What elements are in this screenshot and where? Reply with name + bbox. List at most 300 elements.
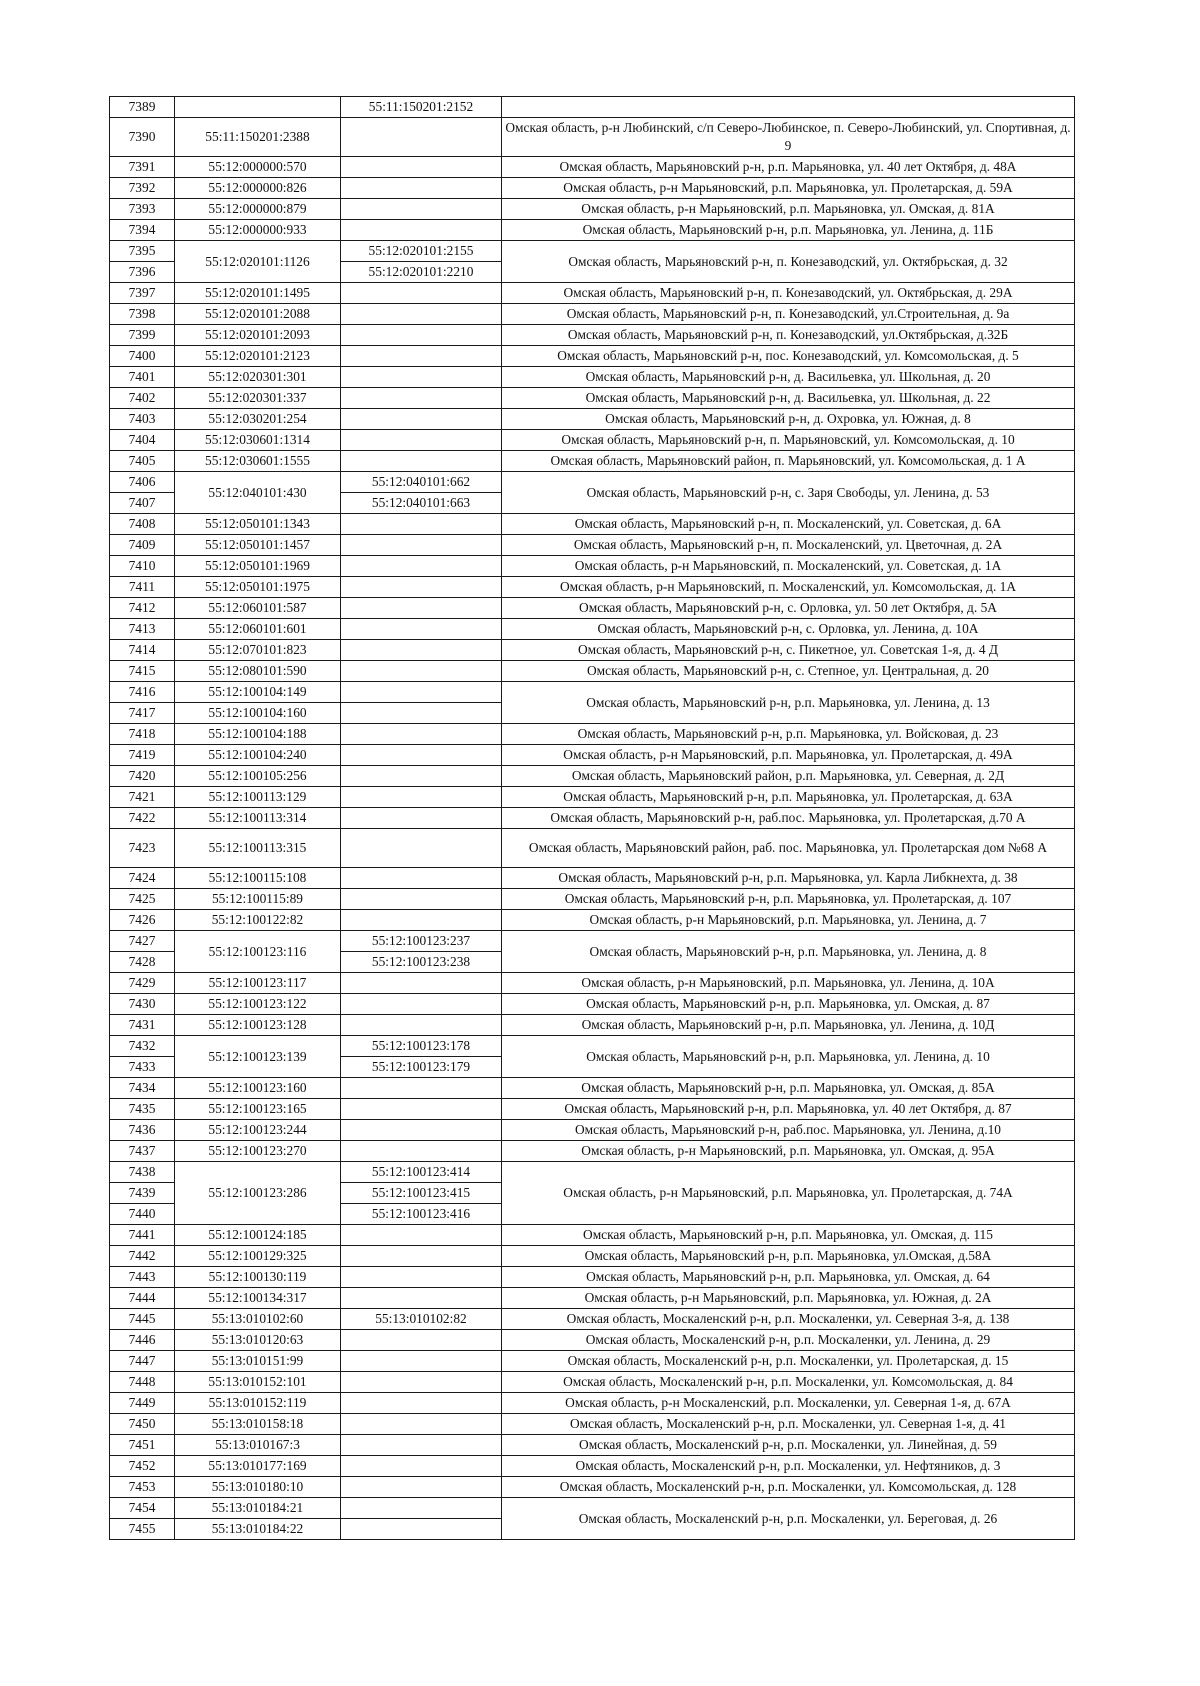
table-row (110, 1246, 1075, 1267)
address: Омская область, Марьяновский р-н, раб.пос. Марьяновка, ул. Пролетарская, д.70 А (502, 808, 1075, 829)
cadastral-number: 55:13:010167:3 (175, 1435, 341, 1456)
linked-cadastral-number (341, 367, 502, 388)
table-row (110, 910, 1075, 931)
row-number: 7396 (110, 262, 175, 283)
address: Омская область, р-н Марьяновский, р.п. Марьяновка, ул. Ленина, д. 10А (502, 973, 1075, 994)
table-row (110, 97, 1075, 118)
cadastral-table (109, 96, 1075, 1540)
address: Омская область, Марьяновский р-н, д. Васильевка, ул. Школьная, д. 20 (502, 367, 1075, 388)
row-number: 7392 (110, 178, 175, 199)
row-number: 7395 (110, 241, 175, 262)
cadastral-number: 55:12:020301:337 (175, 388, 341, 409)
address: Омская область, Марьяновский р-н, р.п. Марьяновка, ул. Ленина, д. 10Д (502, 1015, 1075, 1036)
cadastral-number: 55:12:100123:270 (175, 1141, 341, 1162)
cadastral-number: 55:12:100123:117 (175, 973, 341, 994)
linked-cadastral-number (341, 619, 502, 640)
table-row (110, 283, 1075, 304)
cadastral-number: 55:12:000000:826 (175, 178, 341, 199)
address: Омская область, Марьяновский район, р.п. Марьяновка, ул. Северная, д. 2Д (502, 766, 1075, 787)
table-row (110, 1351, 1075, 1372)
table-row (110, 1120, 1075, 1141)
row-number: 7391 (110, 157, 175, 178)
row-number: 7433 (110, 1057, 175, 1078)
row-number: 7450 (110, 1414, 175, 1435)
linked-cadastral-number (341, 1393, 502, 1414)
row-number: 7446 (110, 1330, 175, 1351)
address: Омская область, Москаленский р-н, р.п. Москаленки, ул. Комсомольская, д. 84 (502, 1372, 1075, 1393)
linked-cadastral-number (341, 703, 502, 724)
address: Омская область, р-н Марьяновский, р.п. Марьяновка, ул. Южная, д. 2А (502, 1288, 1075, 1309)
linked-cadastral-number (341, 178, 502, 199)
address: Омская область, Марьяновский р-н, р.п. Марьяновка, ул. Карла Либкнехта, д. 38 (502, 868, 1075, 889)
address: Омская область, Марьяновский р-н, р.п. Марьяновка, ул. 40 лет Октября, д. 48А (502, 157, 1075, 178)
linked-cadastral-number (341, 451, 502, 472)
table-row (110, 577, 1075, 598)
cadastral-number: 55:13:010180:10 (175, 1477, 341, 1498)
address: Омская область, Москаленский р-н, р.п. Москаленки, ул. Северная 1-я, д. 41 (502, 1414, 1075, 1435)
table-row (110, 556, 1075, 577)
address: Омская область, Марьяновский р-н, п. Марьяновский, ул. Комсомольская, д. 10 (502, 430, 1075, 451)
row-number: 7408 (110, 514, 175, 535)
address: Омская область, Марьяновский р-н, с. Степное, ул. Центральная, д. 20 (502, 661, 1075, 682)
row-number: 7441 (110, 1225, 175, 1246)
linked-cadastral-number (341, 1267, 502, 1288)
address: Омская область, р-н Марьяновский, р.п. Марьяновка, ул. Омская, д. 81А (502, 199, 1075, 220)
cadastral-number: 55:12:020101:1495 (175, 283, 341, 304)
row-number: 7394 (110, 220, 175, 241)
address: Омская область, Марьяновский р-н, д. Охровка, ул. Южная, д. 8 (502, 409, 1075, 430)
table-row (110, 157, 1075, 178)
table-row (110, 1393, 1075, 1414)
table-row (110, 1414, 1075, 1435)
table-row (110, 1456, 1075, 1477)
cadastral-number: 55:12:020101:2088 (175, 304, 341, 325)
cadastral-number: 55:12:100104:188 (175, 724, 341, 745)
cadastral-number: 55:13:010102:60 (175, 1309, 341, 1330)
linked-cadastral-number (341, 868, 502, 889)
cadastral-number: 55:12:100134:317 (175, 1288, 341, 1309)
row-number: 7399 (110, 325, 175, 346)
linked-cadastral-number (341, 745, 502, 766)
linked-cadastral-number: 55:12:100123:178 (341, 1036, 502, 1057)
table-row (110, 409, 1075, 430)
row-number: 7425 (110, 889, 175, 910)
cadastral-number: 55:12:000000:570 (175, 157, 341, 178)
cadastral-number: 55:12:030601:1555 (175, 451, 341, 472)
row-number: 7404 (110, 430, 175, 451)
table-row (110, 1267, 1075, 1288)
address: Омская область, Марьяновский р-н, п. Конезаводский, ул.Октябрьская, д.32Б (502, 325, 1075, 346)
table-row (110, 1330, 1075, 1351)
linked-cadastral-number (341, 577, 502, 598)
address: Омская область, Марьяновский р-н, п. Москаленский, ул. Советская, д. 6А (502, 514, 1075, 535)
linked-cadastral-number (341, 829, 502, 868)
linked-cadastral-number (341, 787, 502, 808)
linked-cadastral-number (341, 1078, 502, 1099)
address: Омская область, Москаленский р-н, р.п. Москаленки, ул. Береговая, д. 26 (502, 1498, 1075, 1540)
address: Омская область, р-н Марьяновский, п. Москаленский, ул. Советская, д. 1А (502, 556, 1075, 577)
address: Омская область, Марьяновский р-н, р.п. Марьяновка, ул. Омская, д. 87 (502, 994, 1075, 1015)
address: Омская область, Марьяновский р-н, п. Москаленский, ул. Цветочная, д. 2А (502, 535, 1075, 556)
linked-cadastral-number (341, 1225, 502, 1246)
cadastral-number: 55:12:050101:1457 (175, 535, 341, 556)
row-number: 7451 (110, 1435, 175, 1456)
address: Омская область, Марьяновский р-н, р.п. Марьяновка, ул. 40 лет Октября, д. 87 (502, 1099, 1075, 1120)
table-row (110, 388, 1075, 409)
cadastral-number: 55:12:050101:1969 (175, 556, 341, 577)
table-row (110, 451, 1075, 472)
cadastral-number: 55:12:070101:823 (175, 640, 341, 661)
row-number: 7445 (110, 1309, 175, 1330)
linked-cadastral-number: 55:12:100123:414 (341, 1162, 502, 1183)
cadastral-number: 55:13:010152:101 (175, 1372, 341, 1393)
linked-cadastral-number: 55:13:010102:82 (341, 1309, 502, 1330)
address: Омская область, Москаленский р-н, р.п. Москаленки, ул. Пролетарская, д. 15 (502, 1351, 1075, 1372)
address: Омская область, Марьяновский р-н, д. Васильевка, ул. Школьная, д. 22 (502, 388, 1075, 409)
row-number: 7455 (110, 1519, 175, 1540)
row-number: 7415 (110, 661, 175, 682)
table-row (110, 1099, 1075, 1120)
row-number: 7402 (110, 388, 175, 409)
address: Омская область, Москаленский р-н, р.п. Москаленки, ул. Комсомольская, д. 128 (502, 1477, 1075, 1498)
linked-cadastral-number (341, 199, 502, 220)
address: Омская область, р-н Марьяновский, п. Москаленский, ул. Комсомольская, д. 1А (502, 577, 1075, 598)
linked-cadastral-number (341, 304, 502, 325)
linked-cadastral-number (341, 1519, 502, 1540)
linked-cadastral-number (341, 535, 502, 556)
linked-cadastral-number (341, 430, 502, 451)
cadastral-number: 55:12:100104:160 (175, 703, 341, 724)
linked-cadastral-number (341, 1099, 502, 1120)
table-row (110, 598, 1075, 619)
cadastral-number: 55:12:050101:1343 (175, 514, 341, 535)
row-number: 7449 (110, 1393, 175, 1414)
linked-cadastral-number (341, 1288, 502, 1309)
address: Омская область, р-н Марьяновский, р.п. Марьяновка, ул. Ленина, д. 7 (502, 910, 1075, 931)
cadastral-number: 55:12:100129:325 (175, 1246, 341, 1267)
linked-cadastral-number (341, 973, 502, 994)
row-number: 7407 (110, 493, 175, 514)
linked-cadastral-number (341, 1246, 502, 1267)
cadastral-number: 55:12:000000:879 (175, 199, 341, 220)
table-row (110, 472, 1075, 493)
row-number: 7436 (110, 1120, 175, 1141)
address: Омская область, р-н Марьяновский, р.п. Марьяновка, ул. Пролетарская, д. 74А (502, 1162, 1075, 1225)
cadastral-number: 55:13:010152:119 (175, 1393, 341, 1414)
table-row (110, 535, 1075, 556)
linked-cadastral-number (341, 1477, 502, 1498)
table-row (110, 325, 1075, 346)
row-number: 7417 (110, 703, 175, 724)
row-number: 7406 (110, 472, 175, 493)
table-row (110, 1435, 1075, 1456)
linked-cadastral-number: 55:12:100123:179 (341, 1057, 502, 1078)
table-row (110, 829, 1075, 868)
row-number: 7422 (110, 808, 175, 829)
linked-cadastral-number: 55:12:020101:2155 (341, 241, 502, 262)
row-number: 7421 (110, 787, 175, 808)
cadastral-number: 55:12:100123:139 (175, 1036, 341, 1078)
linked-cadastral-number (341, 1015, 502, 1036)
linked-cadastral-number (341, 514, 502, 535)
table-row (110, 661, 1075, 682)
cadastral-number: 55:12:100123:122 (175, 994, 341, 1015)
cadastral-number: 55:12:100104:149 (175, 682, 341, 703)
table-row (110, 1015, 1075, 1036)
table-row (110, 367, 1075, 388)
linked-cadastral-number (341, 556, 502, 577)
linked-cadastral-number: 55:12:100123:416 (341, 1204, 502, 1225)
row-number: 7397 (110, 283, 175, 304)
cadastral-number: 55:12:100130:119 (175, 1267, 341, 1288)
row-number: 7454 (110, 1498, 175, 1519)
address: Омская область, Москаленский р-н, р.п. Москаленки, ул. Северная 3-я, д. 138 (502, 1309, 1075, 1330)
row-number: 7453 (110, 1477, 175, 1498)
address: Омская область, Марьяновский р-н, с. Заря Свободы, ул. Ленина, д. 53 (502, 472, 1075, 514)
cadastral-number: 55:13:010184:21 (175, 1498, 341, 1519)
address: Омская область, Марьяновский р-н, с. Орловка, ул. Ленина, д. 10А (502, 619, 1075, 640)
address: Омская область, Марьяновский район, п. Марьяновский, ул. Комсомольская, д. 1 А (502, 451, 1075, 472)
table-row (110, 199, 1075, 220)
address: Омская область, Марьяновский р-н, р.п. Марьяновка, ул.Омская, д.58А (502, 1246, 1075, 1267)
document-page (109, 96, 1074, 1540)
row-number: 7439 (110, 1183, 175, 1204)
table-row (110, 346, 1075, 367)
cadastral-number: 55:13:010177:169 (175, 1456, 341, 1477)
address: Омская область, р-н Марьяновский, р.п. Марьяновка, ул. Пролетарская, д. 49А (502, 745, 1075, 766)
table-row (110, 514, 1075, 535)
linked-cadastral-number (341, 1141, 502, 1162)
table-row (110, 178, 1075, 199)
table-row (110, 1372, 1075, 1393)
linked-cadastral-number: 55:12:100123:237 (341, 931, 502, 952)
linked-cadastral-number (341, 640, 502, 661)
row-number: 7431 (110, 1015, 175, 1036)
row-number: 7430 (110, 994, 175, 1015)
cadastral-number: 55:12:100124:185 (175, 1225, 341, 1246)
row-number: 7435 (110, 1099, 175, 1120)
address (502, 97, 1075, 118)
cadastral-number: 55:12:020101:2123 (175, 346, 341, 367)
row-number: 7428 (110, 952, 175, 973)
table-row (110, 1288, 1075, 1309)
address: Омская область, Марьяновский р-н, р.п. Марьяновка, ул. Омская, д. 115 (502, 1225, 1075, 1246)
row-number: 7393 (110, 199, 175, 220)
address: Омская область, Марьяновский р-н, р.п. Марьяновка, ул. Пролетарская, д. 63А (502, 787, 1075, 808)
table-row (110, 745, 1075, 766)
cadastral-number: 55:12:100105:256 (175, 766, 341, 787)
table-row (110, 241, 1075, 262)
linked-cadastral-number: 55:12:100123:415 (341, 1183, 502, 1204)
row-number: 7405 (110, 451, 175, 472)
linked-cadastral-number (341, 1351, 502, 1372)
cadastral-number: 55:12:100122:82 (175, 910, 341, 931)
row-number: 7444 (110, 1288, 175, 1309)
row-number: 7426 (110, 910, 175, 931)
row-number: 7413 (110, 619, 175, 640)
cadastral-number: 55:12:060101:601 (175, 619, 341, 640)
linked-cadastral-number (341, 1120, 502, 1141)
linked-cadastral-number (341, 808, 502, 829)
linked-cadastral-number (341, 283, 502, 304)
linked-cadastral-number (341, 409, 502, 430)
cadastral-number: 55:12:100123:160 (175, 1078, 341, 1099)
linked-cadastral-number (341, 1435, 502, 1456)
row-number: 7389 (110, 97, 175, 118)
row-number: 7432 (110, 1036, 175, 1057)
cadastral-number: 55:11:150201:2388 (175, 118, 341, 157)
cadastral-number: 55:13:010120:63 (175, 1330, 341, 1351)
table-row (110, 1141, 1075, 1162)
table-row (110, 430, 1075, 451)
cadastral-number: 55:12:100115:89 (175, 889, 341, 910)
row-number: 7442 (110, 1246, 175, 1267)
row-number: 7424 (110, 868, 175, 889)
table-row (110, 766, 1075, 787)
table-row (110, 220, 1075, 241)
table-row (110, 868, 1075, 889)
linked-cadastral-number (341, 1456, 502, 1477)
cadastral-number: 55:12:100113:129 (175, 787, 341, 808)
table-row (110, 994, 1075, 1015)
address: Омская область, Марьяновский р-н, раб.пос. Марьяновка, ул. Ленина, д.10 (502, 1120, 1075, 1141)
linked-cadastral-number (341, 661, 502, 682)
address: Омская область, Марьяновский р-н, р.п. Марьяновка, ул. Омская, д. 85А (502, 1078, 1075, 1099)
linked-cadastral-number (341, 220, 502, 241)
row-number: 7452 (110, 1456, 175, 1477)
table-row (110, 889, 1075, 910)
cadastral-number: 55:12:020101:1126 (175, 241, 341, 283)
linked-cadastral-number (341, 118, 502, 157)
table-row (110, 619, 1075, 640)
cadastral-number: 55:12:060101:587 (175, 598, 341, 619)
linked-cadastral-number: 55:11:150201:2152 (341, 97, 502, 118)
address: Омская область, Москаленский р-н, р.п. Москаленки, ул. Ленина, д. 29 (502, 1330, 1075, 1351)
linked-cadastral-number (341, 1414, 502, 1435)
row-number: 7438 (110, 1162, 175, 1183)
table-row (110, 1225, 1075, 1246)
table-row (110, 304, 1075, 325)
table-row (110, 808, 1075, 829)
address: Омская область, Марьяновский р-н, с. Орловка, ул. 50 лет Октября, д. 5А (502, 598, 1075, 619)
row-number: 7409 (110, 535, 175, 556)
linked-cadastral-number (341, 682, 502, 703)
table-row (110, 1498, 1075, 1519)
address: Омская область, Марьяновский р-н, р.п. Марьяновка, ул. Ленина, д. 8 (502, 931, 1075, 973)
cadastral-number: 55:13:010158:18 (175, 1414, 341, 1435)
row-number: 7411 (110, 577, 175, 598)
row-number: 7427 (110, 931, 175, 952)
row-number: 7447 (110, 1351, 175, 1372)
address: Омская область, Марьяновский р-н, п. Конезаводский, ул. Октябрьская, д. 29А (502, 283, 1075, 304)
cadastral-number: 55:12:100104:240 (175, 745, 341, 766)
row-number: 7419 (110, 745, 175, 766)
cadastral-number: 55:12:100123:128 (175, 1015, 341, 1036)
row-number: 7418 (110, 724, 175, 745)
address: Омская область, р-н Марьяновский, р.п. Марьяновка, ул. Пролетарская, д. 59А (502, 178, 1075, 199)
linked-cadastral-number: 55:12:040101:663 (341, 493, 502, 514)
address: Омская область, Марьяновский р-н, р.п. Марьяновка, ул. Войсковая, д. 23 (502, 724, 1075, 745)
table-row (110, 973, 1075, 994)
address: Омская область, Марьяновский р-н, р.п. Марьяновка, ул. Пролетарская, д. 107 (502, 889, 1075, 910)
row-number: 7440 (110, 1204, 175, 1225)
cadastral-number: 55:13:010184:22 (175, 1519, 341, 1540)
row-number: 7416 (110, 682, 175, 703)
address: Омская область, Марьяновский р-н, р.п. Марьяновка, ул. Ленина, д. 11Б (502, 220, 1075, 241)
address: Омская область, Москаленский р-н, р.п. Москаленки, ул. Нефтяников, д. 3 (502, 1456, 1075, 1477)
address: Омская область, Марьяновский район, раб. пос. Марьяновка, ул. Пролетарская дом №68 А (502, 829, 1075, 868)
cadastral-number: 55:12:100115:108 (175, 868, 341, 889)
address: Омская область, р-н Москаленский, р.п. Москаленки, ул. Северная 1-я, д. 67А (502, 1393, 1075, 1414)
linked-cadastral-number (341, 157, 502, 178)
linked-cadastral-number (341, 1372, 502, 1393)
address: Омская область, Марьяновский р-н, р.п. Марьяновка, ул. Омская, д. 64 (502, 1267, 1075, 1288)
table-row (110, 787, 1075, 808)
row-number: 7414 (110, 640, 175, 661)
table-row (110, 724, 1075, 745)
cadastral-number: 55:12:020101:2093 (175, 325, 341, 346)
row-number: 7420 (110, 766, 175, 787)
table-row (110, 1162, 1075, 1183)
cadastral-number: 55:12:100123:244 (175, 1120, 341, 1141)
linked-cadastral-number (341, 1330, 502, 1351)
cadastral-number: 55:12:100113:315 (175, 829, 341, 868)
row-number: 7403 (110, 409, 175, 430)
linked-cadastral-number (341, 889, 502, 910)
row-number: 7443 (110, 1267, 175, 1288)
linked-cadastral-number: 55:12:020101:2210 (341, 262, 502, 283)
row-number: 7398 (110, 304, 175, 325)
cadastral-number: 55:12:040101:430 (175, 472, 341, 514)
address: Омская область, Марьяновский р-н, с. Пикетное, ул. Советская 1-я, д. 4 Д (502, 640, 1075, 661)
row-number: 7400 (110, 346, 175, 367)
row-number: 7412 (110, 598, 175, 619)
table-row (110, 682, 1075, 703)
cadastral-number: 55:12:100123:286 (175, 1162, 341, 1225)
table-row (110, 1036, 1075, 1057)
linked-cadastral-number (341, 910, 502, 931)
cadastral-number: 55:12:100113:314 (175, 808, 341, 829)
cadastral-number: 55:12:020301:301 (175, 367, 341, 388)
linked-cadastral-number (341, 346, 502, 367)
table-row (110, 118, 1075, 157)
linked-cadastral-number (341, 766, 502, 787)
cadastral-number (175, 97, 341, 118)
linked-cadastral-number (341, 724, 502, 745)
linked-cadastral-number (341, 994, 502, 1015)
linked-cadastral-number: 55:12:100123:238 (341, 952, 502, 973)
address: Омская область, Марьяновский р-н, пос. Конезаводский, ул. Комсомольская, д. 5 (502, 346, 1075, 367)
cadastral-number: 55:12:100123:165 (175, 1099, 341, 1120)
row-number: 7437 (110, 1141, 175, 1162)
linked-cadastral-number (341, 1498, 502, 1519)
cadastral-number: 55:12:080101:590 (175, 661, 341, 682)
row-number: 7429 (110, 973, 175, 994)
cadastral-number: 55:12:030601:1314 (175, 430, 341, 451)
linked-cadastral-number: 55:12:040101:662 (341, 472, 502, 493)
row-number: 7423 (110, 829, 175, 868)
cadastral-number: 55:12:050101:1975 (175, 577, 341, 598)
row-number: 7410 (110, 556, 175, 577)
address: Омская область, р-н Любинский, с/п Северо-Любинское, п. Северо-Любинский, ул. Спортивная, д. 9 (502, 118, 1075, 157)
address: Омская область, Москаленский р-н, р.п. Москаленки, ул. Линейная, д. 59 (502, 1435, 1075, 1456)
address: Омская область, Марьяновский р-н, п. Конезаводский, ул.Строительная, д. 9а (502, 304, 1075, 325)
address: Омская область, Марьяновский р-н, п. Конезаводский, ул. Октябрьская, д. 32 (502, 241, 1075, 283)
cadastral-number: 55:12:030201:254 (175, 409, 341, 430)
cadastral-number: 55:13:010151:99 (175, 1351, 341, 1372)
address: Омская область, Марьяновский р-н, р.п. Марьяновка, ул. Ленина, д. 10 (502, 1036, 1075, 1078)
linked-cadastral-number (341, 598, 502, 619)
